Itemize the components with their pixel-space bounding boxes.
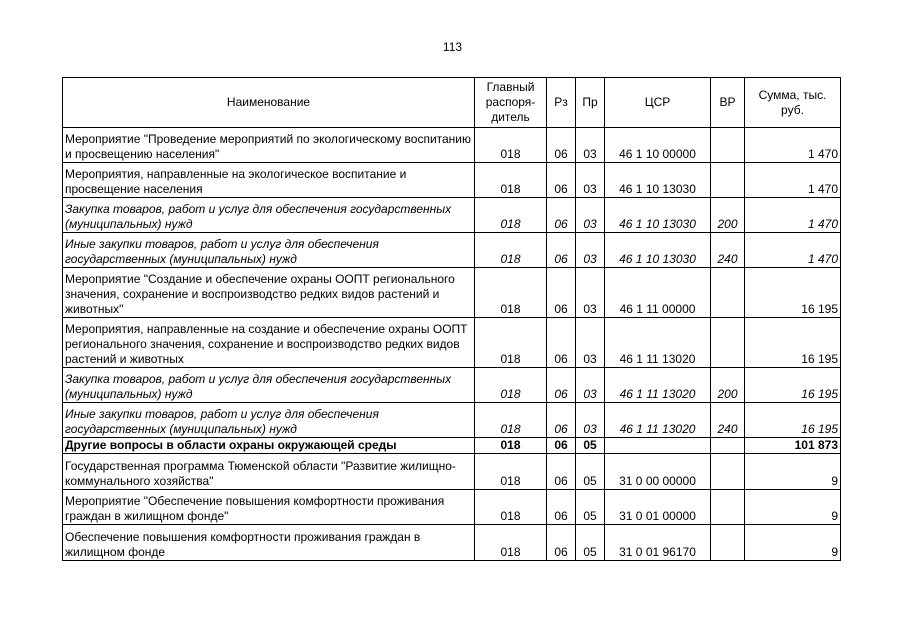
row-manager: 018: [475, 128, 547, 163]
row-rz: 06: [547, 128, 576, 163]
header-sum: Сумма, тыс. руб.: [745, 78, 841, 128]
row-sum: 1 470: [745, 198, 841, 233]
row-rz: 06: [547, 454, 576, 490]
row-rz: 06: [547, 438, 576, 454]
row-name: Мероприятие "Обеспечение повышения комфортности проживания граждан в жилищном фонде": [63, 490, 475, 525]
row-pr: 03: [576, 368, 605, 403]
row-name: Другие вопросы в области охраны окружающей среды: [63, 438, 475, 454]
row-csr: 46 1 11 13020: [605, 368, 711, 403]
row-vr: 240: [711, 233, 745, 268]
row-csr: 31 0 00 00000: [605, 454, 711, 490]
row-csr: 46 1 10 13030: [605, 163, 711, 198]
row-rz: 06: [547, 268, 576, 318]
row-name: Мероприятие "Создание и обеспечение охраны ООПТ регионального значения, сохранение и воспроизводство редких видов растений и животных": [63, 268, 475, 318]
row-vr: [711, 525, 745, 561]
row-manager: 018: [475, 268, 547, 318]
header-row: [63, 78, 841, 128]
header-name: Наименование: [63, 78, 475, 128]
header-manager: Главный распоря- дитель: [475, 78, 547, 128]
row-pr: 03: [576, 233, 605, 268]
row-sum: 16 195: [745, 403, 841, 438]
row-pr: 05: [576, 438, 605, 454]
row-rz: 06: [547, 233, 576, 268]
table-row: [63, 198, 841, 233]
row-sum: 101 873: [745, 438, 841, 454]
row-name: Государственная программа Тюменской области "Развитие жилищно-коммунального хозяйства": [63, 454, 475, 490]
table-row: [63, 525, 841, 561]
row-manager: 018: [475, 233, 547, 268]
row-rz: 06: [547, 403, 576, 438]
row-csr: 46 1 10 00000: [605, 128, 711, 163]
row-vr: [711, 318, 745, 368]
row-pr: 03: [576, 198, 605, 233]
row-name: Закупка товаров, работ и услуг для обеспечения государственных (муниципальных) нужд: [63, 368, 475, 403]
row-sum: 1 470: [745, 233, 841, 268]
row-sum: 16 195: [745, 318, 841, 368]
header-csr: ЦСР: [605, 78, 711, 128]
budget-table: [62, 77, 841, 561]
row-manager: 018: [475, 318, 547, 368]
row-pr: 05: [576, 525, 605, 561]
row-name: Иные закупки товаров, работ и услуг для обеспечения государственных (муниципальных) нужд: [63, 233, 475, 268]
header-pr: Пр: [576, 78, 605, 128]
table-row: [63, 268, 841, 318]
row-pr: 03: [576, 163, 605, 198]
table-row: [63, 490, 841, 525]
table-row: [63, 368, 841, 403]
row-manager: 018: [475, 163, 547, 198]
row-rz: 06: [547, 490, 576, 525]
table-row: [63, 403, 841, 438]
row-manager: 018: [475, 490, 547, 525]
row-sum: 9: [745, 525, 841, 561]
row-pr: 05: [576, 454, 605, 490]
row-pr: 03: [576, 318, 605, 368]
row-name: Закупка товаров, работ и услуг для обеспечения государственных (муниципальных) нужд: [63, 198, 475, 233]
row-sum: 16 195: [745, 268, 841, 318]
row-csr: 46 1 11 00000: [605, 268, 711, 318]
row-sum: 9: [745, 454, 841, 490]
row-csr: 31 0 01 96170: [605, 525, 711, 561]
row-csr: 46 1 11 13020: [605, 318, 711, 368]
row-rz: 06: [547, 163, 576, 198]
row-sum: 16 195: [745, 368, 841, 403]
row-vr: 240: [711, 403, 745, 438]
row-vr: 200: [711, 368, 745, 403]
row-sum: 9: [745, 490, 841, 525]
row-csr: 46 1 10 13030: [605, 198, 711, 233]
table-row: [63, 128, 841, 163]
header-vr: ВР: [711, 78, 745, 128]
table-row: [63, 454, 841, 490]
row-manager: 018: [475, 403, 547, 438]
table-row: [63, 318, 841, 368]
row-manager: 018: [475, 454, 547, 490]
row-name: Иные закупки товаров, работ и услуг для обеспечения государственных (муниципальных) нужд: [63, 403, 475, 438]
row-name: Мероприятия, направленные на создание и обеспечение охраны ООПТ регионального значения, сохранение и воспроизводство редких видов растений и животных: [63, 318, 475, 368]
row-rz: 06: [547, 368, 576, 403]
header-rz: Рз: [547, 78, 576, 128]
table-row: [63, 233, 841, 268]
row-name: Мероприятие "Проведение мероприятий по экологическому воспитанию и просвещению населения": [63, 128, 475, 163]
row-manager: 018: [475, 525, 547, 561]
table-row: [63, 438, 841, 454]
row-vr: [711, 128, 745, 163]
row-sum: 1 470: [745, 163, 841, 198]
row-vr: [711, 490, 745, 525]
row-name: Мероприятия, направленные на экологическое воспитание и просвещение населения: [63, 163, 475, 198]
page-number: 113: [442, 40, 463, 54]
row-rz: 06: [547, 198, 576, 233]
row-vr: 200: [711, 198, 745, 233]
row-csr: 31 0 01 00000: [605, 490, 711, 525]
row-vr: [711, 438, 745, 454]
row-manager: 018: [475, 368, 547, 403]
row-name: Обеспечение повышения комфортности проживания граждан в жилищном фонде: [63, 525, 475, 561]
row-manager: 018: [475, 198, 547, 233]
row-sum: 1 470: [745, 128, 841, 163]
row-csr: 46 1 11 13020: [605, 403, 711, 438]
row-csr: 46 1 10 13030: [605, 233, 711, 268]
row-vr: [711, 268, 745, 318]
row-pr: 03: [576, 403, 605, 438]
row-pr: 05: [576, 490, 605, 525]
row-manager: 018: [475, 438, 547, 454]
row-csr: [605, 438, 711, 454]
row-vr: [711, 454, 745, 490]
table-row: [63, 163, 841, 198]
row-pr: 03: [576, 268, 605, 318]
row-pr: 03: [576, 128, 605, 163]
row-rz: 06: [547, 318, 576, 368]
row-vr: [711, 163, 745, 198]
row-rz: 06: [547, 525, 576, 561]
